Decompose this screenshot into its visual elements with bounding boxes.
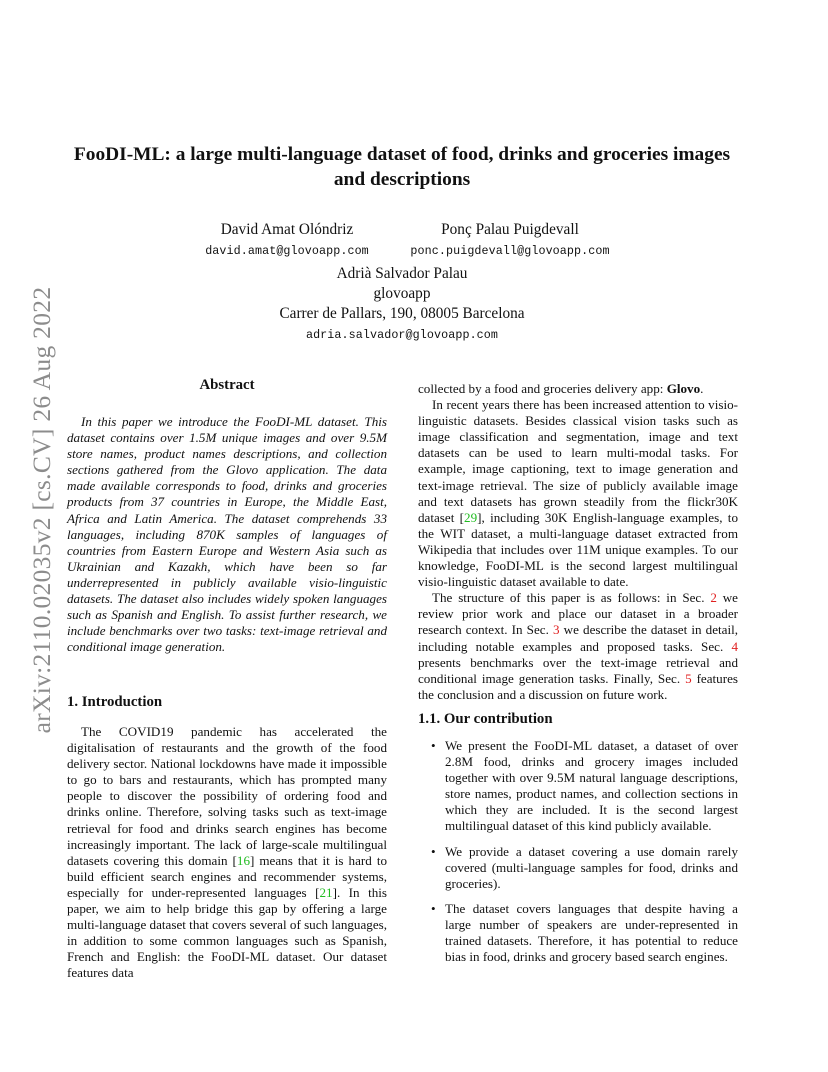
bullet-icon: • xyxy=(431,843,436,859)
list-item: • We provide a dataset covering a use domain rarely covered (multi-language samples for food, drinks and groceries). xyxy=(431,843,738,891)
author-block-1 xyxy=(170,220,404,260)
introduction-paragraph-1: The COVID19 pandemic has accelerated the digitalisation of restaurants and the growth of the food delivery sector. National lockdowns have made it impossible to go to bars and restaurants, which has prompted many people to discover the possibility of ordering food and drinks online. Therefore, solving tasks such as text-image retrieval for food and drinks search engines has become increasingly important. The lack of large-scale multilingual datasets covering this domain [16] means that it is hard to build efficient search engines and recommender systems, especially for under-represented languages [21]. In this paper, we aim to help bridge this gap by offering a large multi-language dataset that covers several of such languages, in addition to some common languages such as Spanish, French and English: the FooDI-ML dataset. Our dataset features data xyxy=(67,724,388,981)
bullet-icon: • xyxy=(431,900,436,916)
bullet-icon: • xyxy=(431,738,436,753)
introduction-paragraph-3: The structure of this paper is as follows: in Sec. 2 we review prior work and place our dataset in a broader research context. In Sec. 3 we describe the dataset in detail, including notable examples and proposed tasks. Sec. 4 presents benchmarks over the text-image retrieval and conditional image generation tasks. Finally, Sec. 5 features the conclusion and a discussion on future work. xyxy=(418,590,739,702)
author-affiliation: glovoapp xyxy=(373,285,431,302)
abstract-text: In this paper we introduce the FooDI-ML dataset. This dataset contains over 1.5M unique images and over 9.5M store names, product names descriptions, and collection sections gathered from the Glovo application. The data made available corresponds to food, drinks and groceries products from 37 countries in Europe, the Middle East, Africa and Latin America. The dataset comprehends 33 languages, including 870K samples of languages of countries from Eastern Europe and Western Asia such as Ukrainian and Kazakh, which have been so far underrepresented in publicly available visio-linguistic datasets. The dataset also includes widely spoken languages such as Spanish and English. To assist further research, we include benchmarks over two tasks: text-image retrieval and conditional image generation. xyxy=(67,414,387,655)
arxiv-sidebar xyxy=(22,280,62,740)
abstract-body xyxy=(67,414,387,655)
citation-link[interactable]: 21 xyxy=(319,884,333,900)
author-name: Adrià Salvador Palau xyxy=(336,265,468,282)
glovo-name: Glovo xyxy=(666,381,701,396)
introduction-continuation: collected by a food and groceries delivery app: Glovo. xyxy=(418,381,704,396)
introduction-body xyxy=(67,724,387,982)
author-block-3 xyxy=(250,264,554,344)
author-name: Ponç Palau Puigdevall xyxy=(441,221,579,238)
section-link[interactable]: 2 xyxy=(710,590,717,606)
section-link[interactable]: 4 xyxy=(731,638,738,654)
citation-link[interactable]: 16 xyxy=(236,852,250,868)
contribution-body xyxy=(418,738,738,974)
author-address: Carrer de Pallars, 190, 08005 Barcelona xyxy=(279,305,525,322)
abstract-heading: Abstract xyxy=(199,377,255,393)
list-item: • We present the FooDI-ML dataset, a dataset of over 2.8M food, drinks and grocery images included together with over 9.5M natural language descriptions, store names, product names, and collection sections in which they are included. It is the second largest multilingual dataset of this kind publicly available. xyxy=(431,738,738,834)
author-block-2 xyxy=(390,220,630,260)
list-item: • The dataset covers languages that despite having a large number of speakers are under-represented in trained datasets. Therefore, it has potential to reduce bias in food, drinks and grocery based search engines. xyxy=(431,900,738,965)
author-email: david.amat@glovoapp.com xyxy=(205,244,369,258)
author-email: ponc.puigdevall@glovoapp.com xyxy=(410,244,610,258)
author-email: adria.salvador@glovoapp.com xyxy=(305,328,499,342)
author-name: David Amat Olóndriz xyxy=(220,221,354,238)
contribution-list xyxy=(418,738,738,965)
citation-link[interactable]: 29 xyxy=(464,509,478,525)
section-link[interactable]: 3 xyxy=(552,622,560,638)
introduction-paragraph-2: In recent years there has been increased attention to visio-linguistic datasets. Besides classical vision tasks such as image classification and segmentation, image and text datasets can be used to learn multi-modal tasks. For example, image captioning, text to image generation and text-image retrieval. The size of publicly available image and text datasets has grown steadily from the flickr30K dataset [29], including 30K English-language examples, to the WIT dataset, a multi-language dataset extracted from Wikipedia that includes over 11M unique examples. To our knowledge, FooDI-ML is the second largest multilingual visio-linguistic dataset available to date. xyxy=(418,397,738,590)
introduction-heading: 1. Introduction xyxy=(67,694,163,710)
right-column-body xyxy=(418,381,738,703)
arxiv-identifier: arXiv:2110.02035v2 [cs.CV] 26 Aug 2022 xyxy=(27,286,56,734)
section-link[interactable]: 5 xyxy=(685,670,692,686)
contribution-heading: 1.1. Our contribution xyxy=(418,711,553,727)
paper-title: FooDI-ML: a large multi-language dataset of food, drinks and groceries images and descriptions xyxy=(73,144,731,190)
